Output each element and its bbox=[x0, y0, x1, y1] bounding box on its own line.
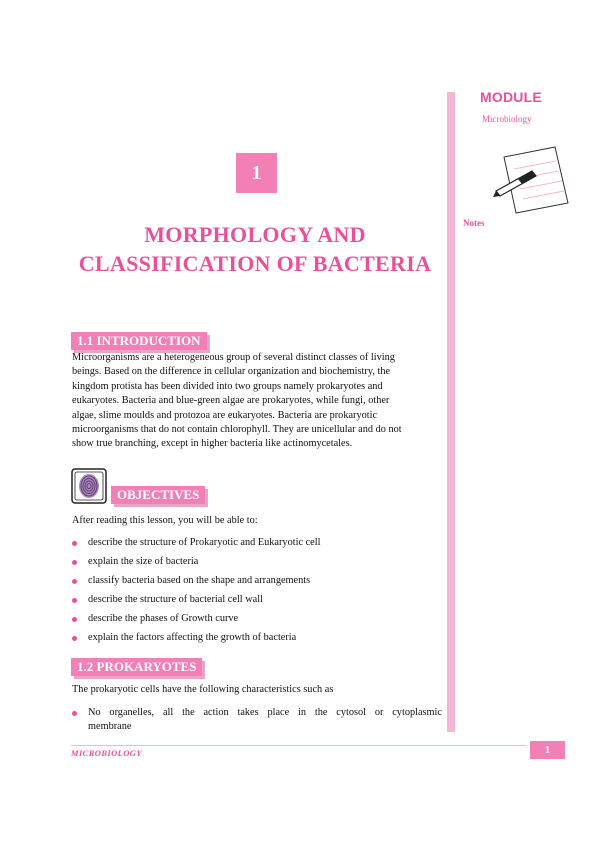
module-subject: Microbiology bbox=[482, 114, 532, 124]
chapter-title-line1: MORPHOLOGY AND bbox=[144, 222, 366, 247]
notes-pen-icon bbox=[492, 145, 574, 215]
introduction-line: kingdom protista has been divided into two groups namely prokaryotes and bbox=[72, 380, 383, 392]
fingerprint-icon bbox=[71, 468, 109, 504]
list-item: explain the size of bacteria bbox=[72, 555, 444, 574]
footer-subject: MICROBIOLOGY bbox=[71, 748, 142, 758]
footer-rule bbox=[71, 745, 526, 746]
objectives-intro: After reading this lesson, you will be able to: bbox=[72, 515, 258, 526]
bullet-icon bbox=[72, 598, 77, 603]
introduction-paragraph bbox=[72, 351, 442, 452]
bullet-icon bbox=[72, 617, 77, 622]
list-item: explain the factors affecting the growth of bacteria bbox=[72, 631, 444, 650]
introduction-line: algae, slime moulds and protozoa are eukaryotes. Bacteria are prokaryotic bbox=[72, 409, 378, 421]
objectives-heading: OBJECTIVES bbox=[111, 486, 205, 504]
introduction-line: Microorganisms are a heterogeneous group of several distinct classes of living bbox=[72, 352, 395, 363]
bullet-icon bbox=[72, 541, 77, 546]
bullet-icon bbox=[72, 579, 77, 584]
introduction-line: show true branching, except in higher bacteria like actinomycetales. bbox=[72, 438, 353, 450]
chapter-number: 1 bbox=[236, 153, 277, 193]
sidebar-rule bbox=[447, 92, 455, 732]
bullet-icon bbox=[72, 560, 77, 565]
list-item: describe the phases of Growth curve bbox=[72, 612, 444, 631]
introduction-heading: 1.1 INTRODUCTION bbox=[71, 332, 207, 350]
prokaryotes-intro: The prokaryotic cells have the following characteristics such as bbox=[72, 684, 334, 695]
introduction-line: microorganisms that do not contain chlorophyll. They are unicellular and do not bbox=[72, 424, 402, 436]
bullet-icon bbox=[72, 711, 77, 716]
list-item: describe the structure of bacterial cell wall bbox=[72, 593, 444, 612]
page-number: 1 bbox=[530, 741, 565, 759]
chapter-title-line2: CLASSIFICATION OF BACTERIA bbox=[78, 251, 432, 276]
list-item: classify bacteria based on the shape and arrangements bbox=[72, 574, 444, 593]
list-item: No organelles, all the action takes place in the cytosol or cytoplasmic membrane bbox=[72, 706, 442, 734]
notes-label: Notes bbox=[463, 218, 485, 228]
list-item: describe the structure of Prokaryotic and Eukaryotic cell bbox=[72, 536, 444, 555]
objectives-list bbox=[72, 536, 444, 650]
bullet-icon bbox=[72, 636, 77, 641]
prokaryotes-heading: 1.2 PROKARYOTES bbox=[71, 658, 202, 676]
introduction-line: eukaryotes. Bacteria and blue-green algae are prokaryotes, while fungi, other bbox=[72, 395, 390, 407]
module-label: MODULE bbox=[480, 89, 542, 105]
introduction-line: beings. Based on the difference in cellular organization and biochemistry, the bbox=[72, 366, 391, 378]
